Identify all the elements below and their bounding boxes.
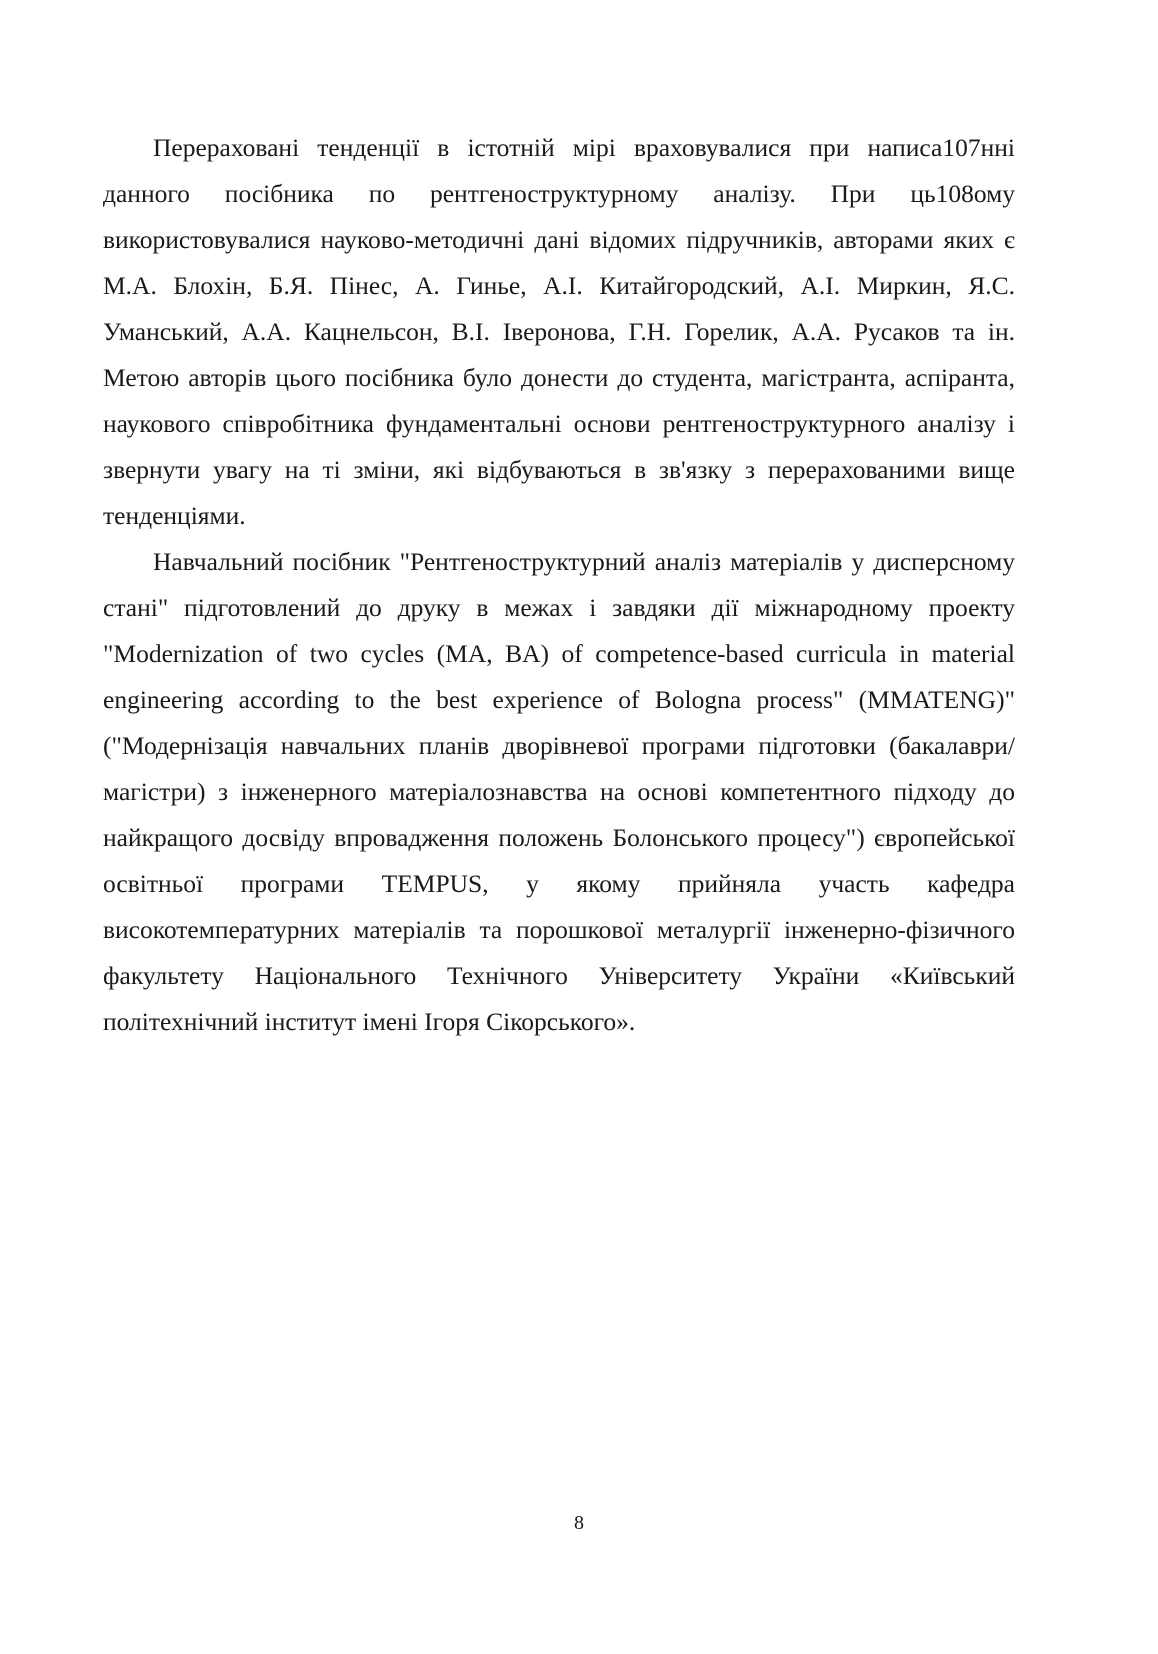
page-body: [103, 125, 1015, 1045]
paragraph-trends: Перераховані тенденції в істотній мірі враховувалися при написа107нні данного посібника по рентгеноструктурному аналізу. При ць108ому використовувалися науково-методичні дані відомих підручників, авторами яких є М.А. Блохін, Б.Я. Пінес, А. Гинье, А.І. Китайгородский, А.І. Миркин, Я.С. Уманський, А.А. Кацнельсон, В.І. Іверонова, Г.Н. Горелик, А.А. Русаков та ін. Метою авторів цього посібника було донести до студента, магістранта, аспіранта, наукового співробітника фундаментальні основи рентгеноструктурного аналізу і звернути увагу на ті зміни, які відбуваються в зв'язку з перерахованими вище тенденціями.: [103, 133, 1015, 530]
page-number: 8: [574, 1512, 584, 1534]
paragraph-textbook-project: Навчальний посібник "Рентгеноструктурний аналіз матеріалів у дисперсному стані" підготовлений до друку в межах і завдяки дії міжнародному проекту "Modernization of two cycles (MA, BA) of competence-based curricula in material engineering according to the best experience of Bologna process" (MMATENG)" ("Модернізація навчальних планів дворівневої програми підготовки (бакалаври/магістри) з інженерного матеріалознавства на основі компетентного підходу до найкращого досвіду впровадження положень Болонського процесу") європейської освітньої програми TEMPUS, у якому прийняла участь кафедра високотемпературних матеріалів та порошкової металургії інженерно-фізичного факультету Національного Технічного Університету України «Київський політехнічний інститут імені Ігоря Сікорського».: [103, 547, 1015, 1036]
